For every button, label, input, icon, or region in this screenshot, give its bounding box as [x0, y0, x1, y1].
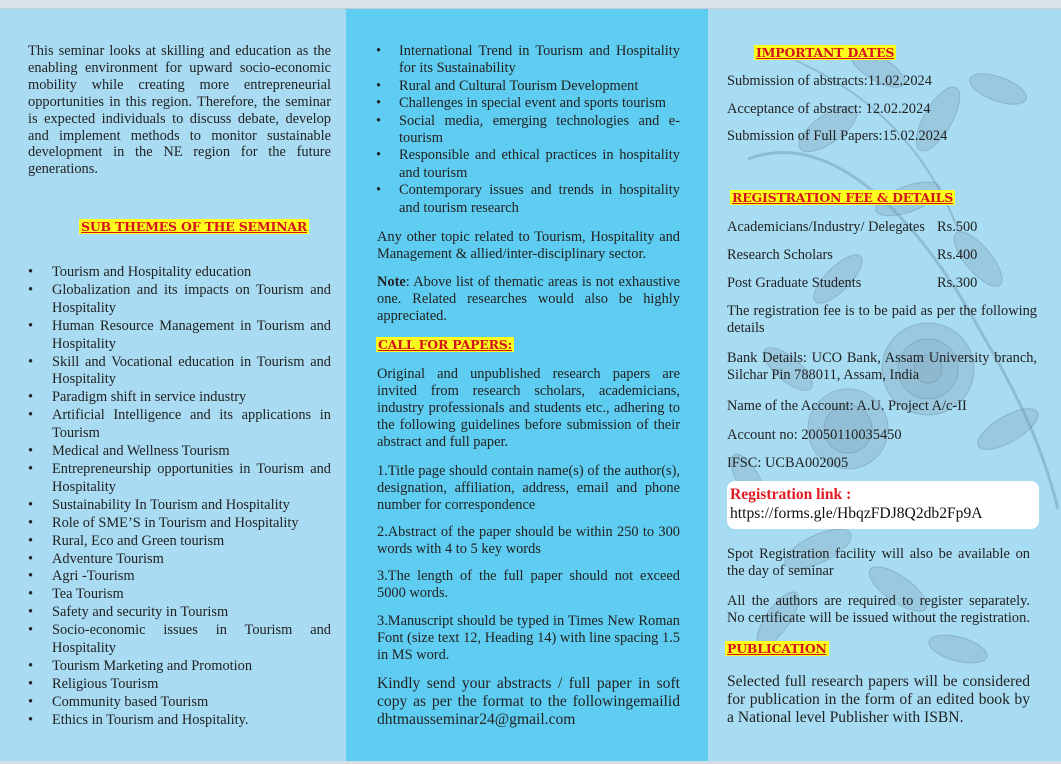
subtheme-item [28, 461, 331, 497]
fee-amount: Rs.400 [937, 247, 978, 263]
bank-details: Bank Details: UCO Bank, Assam University branch, Silchar Pin 788011, Assam, India [727, 350, 1037, 383]
fee-category: Post Graduate Students [727, 275, 862, 291]
note-text: : Above list of thematic areas is not exhaustive one. Related researches would also be highly appreciated. [377, 274, 680, 324]
fee-amount: Rs.500 [937, 219, 978, 235]
guideline-length: 3.The length of the full paper should not exceed 5000 words. [377, 568, 680, 601]
topic-item-text: Contemporary issues and trends in hospitality and tourism research [399, 182, 680, 216]
subtheme-item-text: Rural, Eco and Green tourism [52, 532, 225, 549]
subtheme-item-text: Religious Tourism [52, 675, 159, 692]
subtheme-item [28, 712, 331, 730]
subtheme-item-text: Artificial Intelligence and its applications in Tourism [52, 407, 331, 442]
guideline-abstract: 2.Abstract of the paper should be within 250 to 300 words with 4 to 5 key words [377, 524, 680, 557]
date-abstract-acceptance: Acceptance of abstract: 12.02.2024 [727, 101, 931, 117]
right-panel [708, 9, 1061, 761]
bullet-icon: • [28, 460, 34, 477]
subtheme-item [28, 604, 331, 622]
bullet-icon: • [376, 95, 382, 112]
bullet-icon: • [28, 568, 34, 585]
important-dates-heading: IMPORTANT DATES [756, 45, 895, 60]
subtheme-item [28, 551, 331, 569]
topic-item [376, 182, 680, 217]
note-paragraph [377, 274, 680, 325]
guideline-manuscript: 3.Manuscript should be typed in Times New Roman Font (size text 12, Heading 14) with line spacing 1.5 in MS word. [377, 613, 680, 663]
bullet-icon: • [28, 604, 34, 621]
topic-item [376, 78, 680, 95]
bullet-icon: • [28, 532, 34, 549]
subtheme-item [28, 694, 331, 712]
bullet-icon: • [28, 550, 34, 567]
subtheme-item [28, 568, 331, 586]
bullet-icon: • [28, 443, 34, 460]
bullet-icon: • [28, 657, 34, 674]
subtheme-item-text: Agri -Tourism [52, 568, 135, 585]
subtheme-item-text: Role of SME’S in Tourism and Hospitality [52, 514, 299, 531]
registration-link-url[interactable]: https://forms.gle/HbqzFDJ8Q2db2Fp9A [730, 505, 983, 522]
account-name: Name of the Account: A.U. Project A/c-II [727, 398, 967, 414]
call-for-papers-heading: CALL FOR PAPERS: [378, 337, 513, 352]
topic-item-text: Rural and Cultural Tourism Development [399, 77, 639, 94]
subtheme-item-text: Adventure Tourism [52, 550, 164, 567]
bullet-icon: • [28, 622, 34, 639]
subthemes-heading: SUB THEMES OF THE SEMINAR [81, 219, 308, 234]
bullet-icon: • [376, 182, 382, 199]
publication-text: Selected full research papers will be considered for publication in the form of an edited book by a National level Publisher with ISBN. [727, 673, 1030, 726]
middle-panel [346, 9, 708, 761]
topic-item [376, 147, 680, 182]
subtheme-item-text: Socio-economic issues in Tourism and Hospitality [52, 622, 331, 657]
fee-amount: Rs.300 [937, 275, 978, 291]
subtheme-item-text: Tourism and Hospitality education [52, 264, 252, 280]
subtheme-item [28, 282, 331, 318]
topic-item [376, 113, 680, 148]
subtheme-item-text: Skill and Vocational education in Tourism and Hospitality [52, 353, 331, 388]
subtheme-item [28, 443, 331, 461]
submission-instructions: Kindly send your abstracts / full paper in soft copy as per the format to the followingemailid dhtmausseminar24@gmail.com [377, 675, 680, 728]
subtheme-item [28, 354, 331, 390]
publication-heading: PUBLICATION [727, 641, 827, 656]
date-full-paper-submission: Submission of Full Papers:15.02.2024 [727, 128, 948, 144]
account-number: Account no: 20050110035450 [727, 427, 902, 443]
subtheme-item-text: Human Resource Management in Tourism and Hospitality [52, 317, 331, 352]
bullet-icon: • [376, 147, 382, 164]
subtheme-item [28, 676, 331, 694]
bullet-icon: • [28, 693, 34, 710]
bullet-icon: • [376, 77, 382, 94]
topic-item-text: Challenges in special event and sports tourism [399, 95, 666, 112]
topics-list [376, 43, 680, 217]
fee-category: Research Scholars [727, 247, 833, 263]
bullet-icon: • [28, 514, 34, 531]
fee-row-research-scholars [727, 247, 978, 264]
guideline-title-page: 1.Title page should contain name(s) of the author(s), designation, affiliation, address, email and phone number for correspondence [377, 463, 680, 513]
bullet-icon: • [28, 317, 34, 334]
topic-item-text: Social media, emerging technologies and e-tourism [399, 112, 680, 147]
left-panel [0, 9, 346, 761]
subtheme-item [28, 515, 331, 533]
subtheme-item-text: Tourism Marketing and Promotion [52, 657, 253, 674]
subtheme-item-text: Medical and Wellness Tourism [52, 443, 230, 460]
top-border [0, 0, 1061, 9]
bullet-icon: • [376, 43, 382, 59]
subtheme-item [28, 497, 331, 515]
subtheme-item-text: Ethics in Tourism and Hospitality. [52, 711, 249, 728]
registration-link-label: Registration link : [730, 486, 852, 503]
registration-link-box[interactable] [727, 481, 1039, 529]
ifsc-code: IFSC: UCBA002005 [727, 455, 849, 471]
bullet-icon: • [376, 112, 382, 129]
fee-payment-note: The registration fee is to be paid as per the following details [727, 303, 1037, 336]
subtheme-item [28, 658, 331, 676]
bullet-icon: • [28, 496, 34, 513]
fee-row-academicians [727, 219, 978, 236]
subtheme-item-text: Sustainability In Tourism and Hospitality [52, 496, 290, 513]
subtheme-item [28, 264, 331, 282]
fee-row-postgraduate [727, 275, 978, 292]
subtheme-item-text: Entrepreneurship opportunities in Tourism and Hospitality [52, 460, 331, 495]
topic-item-text: International Trend in Tourism and Hospitality for its Sustainability [399, 43, 680, 77]
subtheme-item [28, 622, 331, 658]
bullet-icon: • [28, 407, 34, 424]
subthemes-list [28, 264, 331, 730]
registration-fee-heading: REGISTRATION FEE & DETAILS [732, 190, 954, 205]
bullet-icon: • [28, 711, 34, 728]
author-registration-text: All the authors are required to register separately. No certificate will be issued without the registration. [727, 593, 1030, 626]
call-for-papers-text: Original and unpublished research papers are invited from research scholars, academicians, industry professionals and students etc., adhering to the following guidelines before submission of their abstract and full paper. [377, 366, 680, 450]
subtheme-item [28, 533, 331, 551]
subtheme-item [28, 318, 331, 354]
seminar-intro: This seminar looks at skilling and education as the enabling environment for upward socio-economic mobility while creating more entrepreneurial opportunities in this region. Therefore, the seminar is expected individuals to discuss debate, develop and implement methods to monitor sustainable development in the NE region for the future generations. [28, 43, 331, 178]
spot-registration-text: Spot Registration facility will also be available on the day of seminar [727, 546, 1030, 579]
topic-item [376, 43, 680, 78]
subtheme-item-text: Community based Tourism [52, 693, 209, 710]
subtheme-item-text: Tea Tourism [52, 586, 124, 603]
bullet-icon: • [28, 586, 34, 603]
subtheme-item [28, 586, 331, 604]
bullet-icon: • [28, 264, 34, 280]
bullet-icon: • [28, 389, 34, 406]
bullet-icon: • [28, 353, 34, 370]
bullet-icon: • [28, 281, 34, 298]
fee-category: Academicians/Industry/ Delegates [727, 219, 925, 235]
bullet-icon: • [28, 675, 34, 692]
subtheme-item [28, 407, 331, 443]
other-topic-text: Any other topic related to Tourism, Hospitality and Management & allied/inter-disciplinary sector. [377, 229, 680, 262]
date-abstract-submission: Submission of abstracts:11.02.2024 [727, 73, 932, 89]
note-label: Note [377, 274, 406, 290]
subtheme-item-text: Safety and security in Tourism [52, 604, 229, 621]
topic-item [376, 95, 680, 112]
subtheme-item-text: Globalization and its impacts on Tourism and Hospitality [52, 281, 331, 316]
subtheme-item [28, 389, 331, 407]
topic-item-text: Responsible and ethical practices in hospitality and tourism [399, 147, 680, 181]
subtheme-item-text: Paradigm shift in service industry [52, 389, 247, 406]
